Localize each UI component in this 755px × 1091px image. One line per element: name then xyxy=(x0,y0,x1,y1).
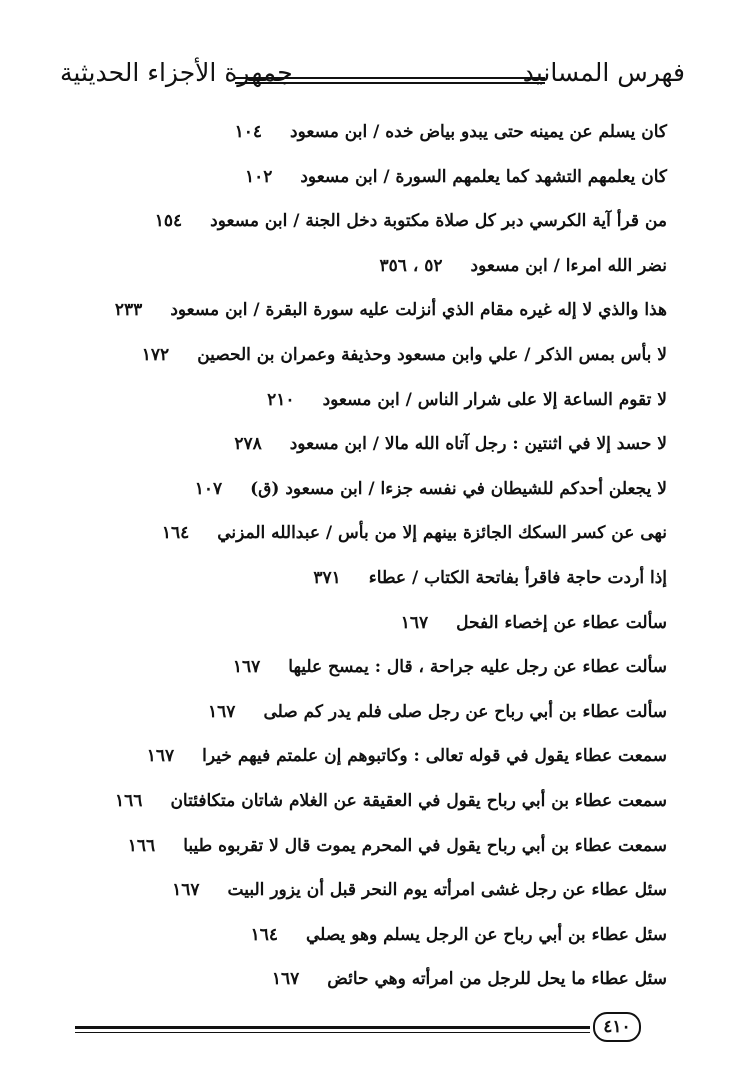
entry-page-ref: ١٧٢ xyxy=(141,344,170,365)
index-entry xyxy=(67,692,667,737)
page-header xyxy=(60,58,685,98)
entry-text: سئل عطاء بن أبي رباح عن الرجل يسلم وهو يصلي xyxy=(306,924,667,945)
index-entry xyxy=(67,781,667,826)
section-title: فهرس المسانيد xyxy=(522,58,685,87)
entry-text: لا بأس بمس الذكر / علي وابن مسعود وحذيفة وعمران بن الحصين xyxy=(197,344,667,365)
entry-page-ref: ١٦٧ xyxy=(400,612,429,633)
index-entry xyxy=(67,826,667,871)
entry-text: كان يعلمهم التشهد كما يعلمهم السورة / ابن مسعود xyxy=(300,166,667,187)
index-entry xyxy=(67,513,667,558)
entry-page-ref: ١٦٧ xyxy=(172,880,200,901)
entry-page-ref: ١٦٧ xyxy=(271,969,300,990)
entry-text: لا تقوم الساعة إلا على شرار الناس / ابن مسعود xyxy=(322,389,667,410)
entry-text: هذا والذي لا إله غيره مقام الذي أنزلت عليه سورة البقرة / ابن مسعود xyxy=(170,300,667,321)
index-entry xyxy=(67,959,667,1004)
index-entry xyxy=(67,647,667,692)
footer-double-rule xyxy=(75,1026,590,1033)
entry-text: سئل عطاء عن رجل غشى امرأته يوم النحر قبل أن يزور البيت xyxy=(227,880,667,901)
entry-text: من قرأ آية الكرسي دبر كل صلاة مكتوبة دخل الجنة / ابن مسعود xyxy=(210,211,667,232)
entry-page-ref: ٢٧٨ xyxy=(234,434,262,455)
entry-text: لا يجعلن أحدكم للشيطان في نفسه جزءا / ابن مسعود (ق) xyxy=(250,478,667,499)
entry-page-ref: ١٦٦ xyxy=(115,790,143,811)
index-entry xyxy=(67,157,667,202)
entry-text: سألت عطاء عن إخصاء الفحل xyxy=(456,612,667,633)
entry-text: لا حسد إلا في اثنتين : رجل آتاه الله مالا / ابن مسعود xyxy=(289,434,667,455)
index-entry xyxy=(67,335,667,380)
entry-page-ref: ١٦٤ xyxy=(250,924,279,945)
index-entry xyxy=(67,246,667,291)
entry-text: إذا أردت حاجة فاقرأ بفاتحة الكتاب / عطاء xyxy=(368,567,667,588)
entry-text: نضر الله امرءا / ابن مسعود xyxy=(470,255,667,276)
entry-text: سألت عطاء عن رجل عليه جراحة ، قال : يمسح عليها xyxy=(288,657,667,678)
index-entry xyxy=(67,469,667,514)
entry-page-ref: ١٦٧ xyxy=(208,701,236,722)
entry-text: سمعت عطاء بن أبي رباح يقول في المحرم يموت قال لا تقربوه طيبا xyxy=(183,835,667,856)
entry-text: سئل عطاء ما يحل للرجل من امرأته وهي حائض xyxy=(327,969,667,990)
entry-page-ref: ١٦٧ xyxy=(232,657,261,678)
entry-page-ref: ١٥٤ xyxy=(154,211,183,232)
entry-page-ref: ١٠٤ xyxy=(234,122,263,142)
page-number-badge: ٤١٠ xyxy=(593,1012,641,1042)
page-footer xyxy=(75,1012,685,1048)
entry-page-ref: ٣٧١ xyxy=(313,567,341,588)
index-entry xyxy=(67,870,667,915)
entry-page-ref: ١٠٧ xyxy=(194,478,223,499)
entry-page-ref: ٥٢ ، ٣٥٦ xyxy=(379,255,443,276)
entry-page-ref: ١٦٦ xyxy=(127,835,156,856)
index-entry xyxy=(67,603,667,648)
entry-page-ref: ٢٣٣ xyxy=(114,300,143,321)
entry-page-ref: ١٠٢ xyxy=(244,166,273,187)
entry-text: كان يسلم عن يمينه حتى يبدو بياض خده / ابن مسعود xyxy=(290,122,667,142)
entry-text: نهى عن كسر السكك الجائزة بينهم إلا من بأس / عبدالله المزني xyxy=(217,523,667,544)
entry-page-ref: ١٦٤ xyxy=(161,523,190,544)
entry-page-ref: ٢١٠ xyxy=(267,389,295,410)
entry-page-ref: ١٦٧ xyxy=(146,746,175,767)
index-entry xyxy=(67,736,667,781)
book-title: جمهرة الأجزاء الحديثية xyxy=(60,58,293,87)
index-entry xyxy=(67,558,667,603)
hadith-index-list xyxy=(67,112,667,1004)
entry-text: سألت عطاء بن أبي رباح عن رجل صلى فلم يدر كم صلى xyxy=(263,701,667,722)
index-entry xyxy=(67,112,667,157)
index-entry xyxy=(67,201,667,246)
index-entry xyxy=(67,380,667,425)
index-entry xyxy=(67,424,667,469)
index-entry xyxy=(67,915,667,960)
index-entry xyxy=(67,290,667,335)
entry-text: سمعت عطاء بن أبي رباح يقول في العقيقة عن الغلام شاتان متكافئتان xyxy=(170,790,667,811)
entry-text: سمعت عطاء يقول في قوله تعالى : وكاتبوهم إن علمتم فيهم خيرا xyxy=(202,746,667,767)
